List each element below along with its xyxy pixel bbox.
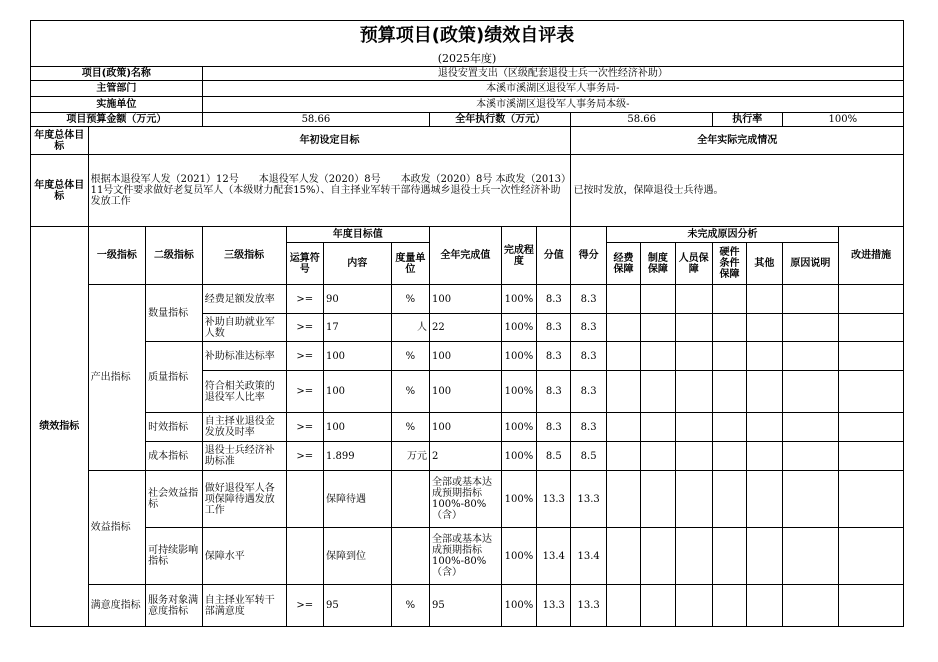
rate-label: 执行率 bbox=[712, 113, 782, 127]
level1-output: 产出指标 bbox=[88, 285, 146, 471]
op-cell bbox=[286, 528, 323, 585]
goals-actual-text: 已按时发放，保障退役士兵待遇。 bbox=[571, 155, 904, 227]
content-cell: 100 bbox=[323, 413, 391, 442]
empty-cell bbox=[675, 285, 712, 314]
full-score-cell: 8.3 bbox=[537, 413, 571, 442]
empty-cell bbox=[747, 585, 782, 627]
empty-cell bbox=[675, 314, 712, 342]
empty-cell bbox=[606, 413, 640, 442]
level2-timeliness: 时效指标 bbox=[146, 413, 203, 442]
op-cell: >= bbox=[286, 285, 323, 314]
empty-cell bbox=[675, 471, 712, 528]
header-reason: 未完成原因分析 bbox=[606, 227, 838, 243]
full-score-cell: 13.3 bbox=[537, 471, 571, 528]
empty-cell bbox=[641, 528, 675, 585]
level2-sustain: 可持续影响指标 bbox=[146, 528, 203, 585]
score-cell: 13.3 bbox=[571, 585, 606, 627]
level2-quantity: 数量指标 bbox=[146, 285, 203, 342]
empty-cell bbox=[839, 413, 904, 442]
full-score-cell: 8.5 bbox=[537, 442, 571, 471]
empty-cell bbox=[747, 442, 782, 471]
empty-cell bbox=[675, 442, 712, 471]
table-row bbox=[31, 471, 904, 528]
empty-cell bbox=[641, 442, 675, 471]
empty-cell bbox=[606, 528, 640, 585]
level1-satisfaction: 满意度指标 bbox=[88, 585, 146, 627]
actual-cell: 全部或基本达成预期指标100%-80%（含） bbox=[430, 471, 502, 528]
table-row bbox=[31, 442, 904, 471]
empty-cell bbox=[675, 413, 712, 442]
exec-value: 58.66 bbox=[571, 113, 712, 127]
score-cell: 8.3 bbox=[571, 342, 606, 371]
header-reason-other: 其他 bbox=[747, 243, 782, 285]
level3-indicator: 保障水平 bbox=[202, 528, 286, 585]
degree-cell: 100% bbox=[501, 585, 536, 627]
level2-social: 社会效益指标 bbox=[146, 471, 203, 528]
score-cell: 13.4 bbox=[571, 528, 606, 585]
degree-cell: 100% bbox=[501, 471, 536, 528]
empty-cell bbox=[712, 413, 746, 442]
header-reason-system: 制度保障 bbox=[641, 243, 675, 285]
op-cell: >= bbox=[286, 314, 323, 342]
goals-set-header: 年初设定目标 bbox=[88, 127, 571, 155]
empty-cell bbox=[839, 471, 904, 528]
level2-cost: 成本指标 bbox=[146, 442, 203, 471]
empty-cell bbox=[712, 314, 746, 342]
score-cell: 8.3 bbox=[571, 314, 606, 342]
actual-cell: 22 bbox=[430, 314, 502, 342]
header-reason-staff: 人员保障 bbox=[675, 243, 712, 285]
header-improve: 改进措施 bbox=[839, 227, 904, 285]
empty-cell bbox=[747, 314, 782, 342]
empty-cell bbox=[641, 285, 675, 314]
report-year: (2025年度) bbox=[31, 51, 904, 67]
table-row bbox=[31, 285, 904, 314]
empty-cell bbox=[675, 342, 712, 371]
empty-cell bbox=[675, 371, 712, 413]
actual-cell: 2 bbox=[430, 442, 502, 471]
empty-cell bbox=[782, 528, 839, 585]
goals-row-label: 年度总体目标 bbox=[31, 155, 89, 227]
score-cell: 8.3 bbox=[571, 413, 606, 442]
unit-value: 本溪市溪湖区退役军人事务局本级- bbox=[202, 97, 903, 113]
empty-cell bbox=[675, 528, 712, 585]
actual-cell: 100 bbox=[430, 371, 502, 413]
score-cell: 8.5 bbox=[571, 442, 606, 471]
degree-cell: 100% bbox=[501, 413, 536, 442]
content-cell: 17 bbox=[323, 314, 391, 342]
empty-cell bbox=[641, 585, 675, 627]
empty-cell bbox=[747, 413, 782, 442]
rate-value: 100% bbox=[782, 113, 903, 127]
dept-label: 主管部门 bbox=[31, 81, 203, 97]
full-score-cell: 8.3 bbox=[537, 371, 571, 413]
unit-cell: % bbox=[391, 371, 429, 413]
empty-cell bbox=[712, 442, 746, 471]
empty-cell bbox=[782, 314, 839, 342]
header-unit: 度量单位 bbox=[391, 243, 429, 285]
empty-cell bbox=[782, 442, 839, 471]
unit-cell: % bbox=[391, 585, 429, 627]
unit-cell: % bbox=[391, 413, 429, 442]
degree-cell: 100% bbox=[501, 342, 536, 371]
actual-cell: 全部或基本达成预期指标100%-80%（含） bbox=[430, 528, 502, 585]
empty-cell bbox=[839, 585, 904, 627]
goals-header-label: 年度总体目标 bbox=[31, 127, 89, 155]
evaluation-table bbox=[30, 20, 904, 627]
header-reason-hardware: 硬件条件保障 bbox=[712, 243, 746, 285]
empty-cell bbox=[641, 342, 675, 371]
score-cell: 8.3 bbox=[571, 285, 606, 314]
empty-cell bbox=[606, 585, 640, 627]
degree-cell: 100% bbox=[501, 285, 536, 314]
level2-quality: 质量指标 bbox=[146, 342, 203, 413]
goals-set-text: 根据本退役军人发（2021）12号 本退役军人发（2020）8号 本政发（2020）8号 本政发（2013）11号文件要求做好老复员军人（本级财力配套15%）、自主择业军转干部待遇城乡退役士兵一次性经济补助发放工作 bbox=[88, 155, 571, 227]
exec-label: 全年执行数（万元） bbox=[430, 113, 571, 127]
empty-cell bbox=[606, 442, 640, 471]
actual-cell: 100 bbox=[430, 413, 502, 442]
degree-cell: 100% bbox=[501, 371, 536, 413]
header-target: 年度目标值 bbox=[286, 227, 429, 243]
header-level3: 三级指标 bbox=[202, 227, 286, 285]
level3-indicator: 经费足额发放率 bbox=[202, 285, 286, 314]
table-row bbox=[31, 528, 904, 585]
empty-cell bbox=[606, 314, 640, 342]
op-cell: >= bbox=[286, 413, 323, 442]
budget-value: 58.66 bbox=[202, 113, 429, 127]
degree-cell: 100% bbox=[501, 314, 536, 342]
empty-cell bbox=[782, 413, 839, 442]
table-row bbox=[31, 585, 904, 627]
empty-cell bbox=[747, 471, 782, 528]
level3-indicator: 自主择业退役金发放及时率 bbox=[202, 413, 286, 442]
unit-cell: 人 bbox=[391, 314, 429, 342]
empty-cell bbox=[606, 342, 640, 371]
empty-cell bbox=[712, 528, 746, 585]
full-score-cell: 8.3 bbox=[537, 342, 571, 371]
empty-cell bbox=[839, 314, 904, 342]
level2-service: 服务对象满意度指标 bbox=[146, 585, 203, 627]
page-title: 预算项目(政策)绩效自评表 bbox=[31, 21, 904, 51]
actual-cell: 100 bbox=[430, 342, 502, 371]
header-full-score: 分值 bbox=[537, 227, 571, 285]
evaluation-form bbox=[30, 20, 904, 627]
level3-indicator: 自主择业军转干部满意度 bbox=[202, 585, 286, 627]
op-cell: >= bbox=[286, 585, 323, 627]
op-cell: >= bbox=[286, 342, 323, 371]
empty-cell bbox=[839, 342, 904, 371]
level3-indicator: 退役士兵经济补助标准 bbox=[202, 442, 286, 471]
dept-value: 本溪市溪湖区退役军人事务局- bbox=[202, 81, 903, 97]
header-level2: 二级指标 bbox=[146, 227, 203, 285]
empty-cell bbox=[839, 285, 904, 314]
unit-cell: % bbox=[391, 285, 429, 314]
content-cell: 90 bbox=[323, 285, 391, 314]
empty-cell bbox=[747, 371, 782, 413]
op-cell bbox=[286, 471, 323, 528]
empty-cell bbox=[712, 585, 746, 627]
empty-cell bbox=[782, 471, 839, 528]
header-reason-note: 原因说明 bbox=[782, 243, 839, 285]
score-cell: 13.3 bbox=[571, 471, 606, 528]
empty-cell bbox=[712, 285, 746, 314]
unit-label: 实施单位 bbox=[31, 97, 203, 113]
header-op: 运算符号 bbox=[286, 243, 323, 285]
full-score-cell: 8.3 bbox=[537, 285, 571, 314]
content-cell: 1.899 bbox=[323, 442, 391, 471]
content-cell: 保障到位 bbox=[323, 528, 391, 585]
empty-cell bbox=[747, 285, 782, 314]
empty-cell bbox=[675, 585, 712, 627]
degree-cell: 100% bbox=[501, 442, 536, 471]
level3-indicator: 补助标准达标率 bbox=[202, 342, 286, 371]
unit-cell bbox=[391, 528, 429, 585]
header-reason-funding: 经费保障 bbox=[606, 243, 640, 285]
empty-cell bbox=[782, 342, 839, 371]
content-cell: 100 bbox=[323, 371, 391, 413]
actual-cell: 100 bbox=[430, 285, 502, 314]
header-level1: 一级指标 bbox=[88, 227, 146, 285]
empty-cell bbox=[641, 471, 675, 528]
unit-cell: % bbox=[391, 342, 429, 371]
empty-cell bbox=[839, 528, 904, 585]
table-row bbox=[31, 413, 904, 442]
empty-cell bbox=[606, 285, 640, 314]
empty-cell bbox=[782, 585, 839, 627]
header-score: 得分 bbox=[571, 227, 606, 285]
level3-indicator: 符合相关政策的退役军人比率 bbox=[202, 371, 286, 413]
empty-cell bbox=[712, 471, 746, 528]
op-cell: >= bbox=[286, 442, 323, 471]
table-row bbox=[31, 342, 904, 371]
content-cell: 保障待遇 bbox=[323, 471, 391, 528]
header-content: 内容 bbox=[323, 243, 391, 285]
empty-cell bbox=[839, 371, 904, 413]
unit-cell: 万元 bbox=[391, 442, 429, 471]
full-score-cell: 13.4 bbox=[537, 528, 571, 585]
empty-cell bbox=[712, 371, 746, 413]
full-score-cell: 13.3 bbox=[537, 585, 571, 627]
degree-cell: 100% bbox=[501, 528, 536, 585]
empty-cell bbox=[641, 413, 675, 442]
score-cell: 8.3 bbox=[571, 371, 606, 413]
empty-cell bbox=[839, 442, 904, 471]
actual-cell: 95 bbox=[430, 585, 502, 627]
content-cell: 100 bbox=[323, 342, 391, 371]
project-name-label: 项目(政策)名称 bbox=[31, 67, 203, 81]
empty-cell bbox=[782, 285, 839, 314]
empty-cell bbox=[641, 314, 675, 342]
budget-label: 项目预算金额（万元） bbox=[31, 113, 203, 127]
content-cell: 95 bbox=[323, 585, 391, 627]
empty-cell bbox=[782, 371, 839, 413]
empty-cell bbox=[641, 371, 675, 413]
empty-cell bbox=[606, 471, 640, 528]
level3-indicator: 补助自助就业军人数 bbox=[202, 314, 286, 342]
level1-effect: 效益指标 bbox=[88, 471, 146, 585]
empty-cell bbox=[712, 342, 746, 371]
op-cell: >= bbox=[286, 371, 323, 413]
header-degree: 完成程度 bbox=[501, 227, 536, 285]
project-name-value: 退役安置支出（区级配套退役士兵一次性经济补助） bbox=[202, 67, 903, 81]
empty-cell bbox=[606, 371, 640, 413]
goals-actual-header: 全年实际完成情况 bbox=[571, 127, 904, 155]
empty-cell bbox=[747, 342, 782, 371]
indicators-section-label: 绩效指标 bbox=[31, 227, 89, 627]
header-actual: 全年完成值 bbox=[430, 227, 502, 285]
unit-cell bbox=[391, 471, 429, 528]
level3-indicator: 做好退役军人各项保障待遇发放工作 bbox=[202, 471, 286, 528]
full-score-cell: 8.3 bbox=[537, 314, 571, 342]
empty-cell bbox=[747, 528, 782, 585]
